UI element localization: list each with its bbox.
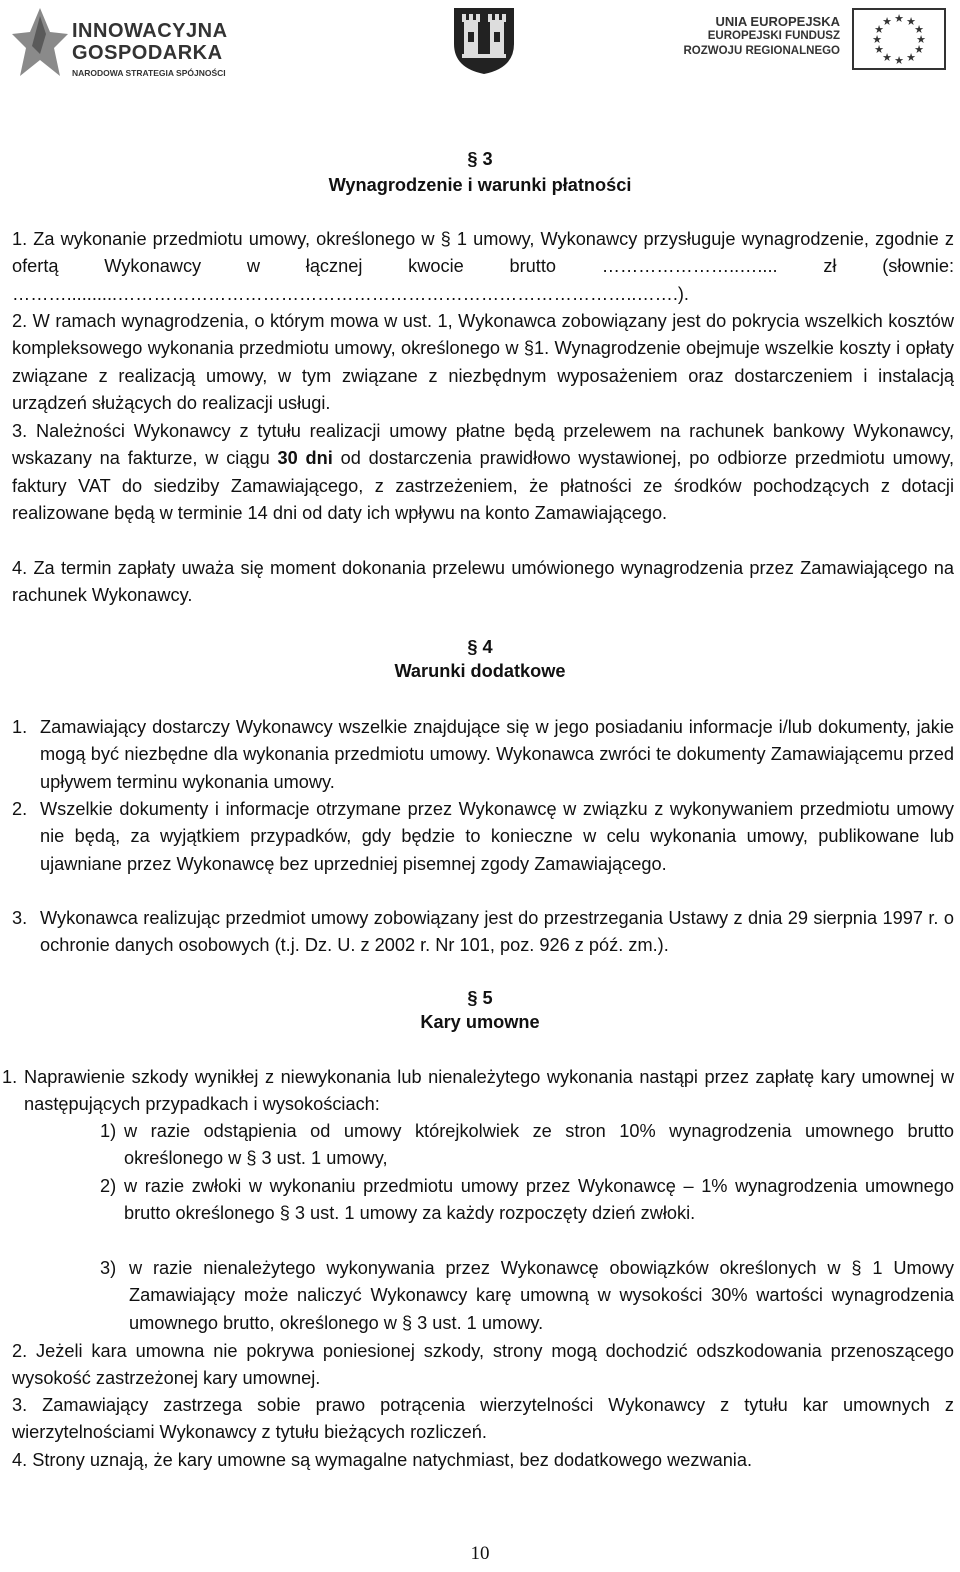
payment-term: 30 dni <box>277 448 333 469</box>
svg-text:★: ★ <box>882 15 892 28</box>
section-3-paragraph-1: 1. Za wykonanie przedmiotu umowy, określonego w § 1 umowy, Wykonawcy przysługuje wynagrodzenie, zgodnie z ofertą Wykonawcy w łącznej kwocie brutto …………………..….... zł (słownie: ………..........…………………………………………………………………………..…….). <box>12 229 954 304</box>
svg-text:★: ★ <box>906 51 916 64</box>
section-5-paragraph-2: 2. Jeżeli kara umowna nie pokrywa poniesionej szkody, strony mogą dochodzić odszkodowania przenoszącego wysokość zastrzeżonej kary umownej. <box>12 1341 954 1389</box>
innowacyjna-gospodarka-logo <box>10 6 250 78</box>
section-5-title: Kary umowne <box>420 1012 540 1032</box>
section-5-sign: § 5 <box>467 988 493 1008</box>
page-number: 10 <box>470 1543 490 1564</box>
section-3-title: Wynagrodzenie i warunki płatności <box>328 175 632 195</box>
section-4-item-2: Wszelkie dokumenty i informacje otrzymane przez Wykonawcę w związku z wykonywaniem przedmiotu umowy nie będą, za wyjątkiem przypadków, gdy będzie to konieczne w celu wykonania umowy, publikowane lub ujawniane przez Wykonawcę bez uprzedniej pisemnej zgody Zamawiającego. <box>40 799 954 874</box>
svg-text:★: ★ <box>894 12 904 25</box>
section-5-paragraph-4: 4. Strony uznają, że kary umowne są wymagalne natychmiast, bez dodatkowego wezwania. <box>12 1450 753 1470</box>
penalty-1-number: 1) <box>100 1121 117 1141</box>
eu-logo-line-2: EUROPEJSKI FUNDUSZ <box>707 30 840 42</box>
section-5-paragraph-1: Naprawienie szkody wynikłej z niewykonania lub nienależytego wykonania nastąpi przez zapłatę kary umownej w następujących przypadkach i wysokościach: <box>24 1067 954 1115</box>
section-4-sign: § 4 <box>467 637 493 657</box>
penalty-2: w razie zwłoki w wykonaniu przedmiotu umowy przez Wykonawcę – 1% wynagrodzenia umownego brutto określonego § 3 ust. 1 umowy za każdy rozpoczęty dzień zwłoki. <box>124 1176 954 1224</box>
svg-text:★: ★ <box>874 23 884 36</box>
penalty-2-number: 2) <box>100 1176 117 1196</box>
section-3-paragraph-3-text-b: od dostarczenia prawidłowo wystawionej, po odbiorze przedmiotu umowy, faktury VAT do siedziby Zamawiającego, z zastrzeżeniem, że płatności ze środków pochodzących z dotacji realizowane będą w terminie 14 dni od daty ich wpływu na konto Zamawiającego. <box>12 448 954 524</box>
section-5-paragraph-3: 3. Zamawiający zastrzega sobie prawo potrącenia wierzytelności Wykonawcy z tytułu kar umownych z wierzytelnościami Wykonawcy z tytułu bieżących rozliczeń. <box>12 1395 954 1443</box>
section-3-paragraph-2: 2. W ramach wynagrodzenia, o którym mowa w ust. 1, Wykonawca zobowiązany jest do pokrycia wszelkich kosztów kompleksowego wykonania przedmiotu umowy, określonego w §1. Wynagrodzenie obejmuje wszelkie koszty i opłaty związane z realizacją umowy, w tym związane z niezbędnym wyposażeniem oraz dostarczeniem i instalacją urządzeń służących do realizacji usługi. <box>12 311 954 414</box>
svg-text:★: ★ <box>914 23 924 36</box>
eu-flag-icon <box>852 8 946 70</box>
section-4-item-2-number: 2. <box>12 799 28 819</box>
svg-text:★: ★ <box>894 54 904 67</box>
section-3-paragraph-4: 4. Za termin zapłaty uważa się moment dokonania przelewu umówionego wynagrodzenia przez Zamawiającego na rachunek Wykonawcy. <box>12 558 954 606</box>
section-4-item-1: Zamawiający dostarczy Wykonawcy wszelkie znajdujące się w jego posiadaniu informacje i/lub dokumenty, jakie mogą być niezbędne dla wykonania przedmiotu umowy. Wykonawca zwróci te dokumenty Zamawiającemu przed upływem terminu wykonania umowy. <box>40 717 954 792</box>
svg-text:★: ★ <box>872 33 882 46</box>
svg-text:★: ★ <box>874 43 884 56</box>
coat-of-arms-icon <box>448 4 520 76</box>
penalty-3: w razie nienależytego wykonywania przez Wykonawcę obowiązków określonych w § 1 Umowy Zamawiający może naliczyć Wykonawcy karę umowną w wysokości 30% wartości wynagrodzenia umownego brutto, określonego w § 3 ust. 1 umowy. <box>129 1258 954 1333</box>
penalty-1: w razie odstąpienia od umowy którejkolwiek ze stron 10% wynagrodzenia umownego brutto określonego w § 3 ust. 1 umowy, <box>124 1121 954 1169</box>
page-header <box>0 0 960 80</box>
logo-line-1: INNOWACYJNA <box>72 20 228 42</box>
svg-text:★: ★ <box>906 15 916 28</box>
svg-text:★: ★ <box>916 33 926 46</box>
eu-fund-logo <box>683 8 950 70</box>
svg-text:★: ★ <box>914 43 924 56</box>
section-5-paragraph-1-number: 1. <box>2 1067 18 1087</box>
logo-line-3: NARODOWA STRATEGIA SPÓJNOŚCI <box>72 68 226 78</box>
section-4-item-3: Wykonawca realizując przedmiot umowy zobowiązany jest do przestrzegania Ustawy z dnia 29 sierpnia 1997 r. o ochronie danych osobowych (t.j. Dz. U. z 2002 r. Nr 101, poz. 926 z póź. zm.). <box>40 908 954 956</box>
eu-logo-line-3: ROZWOJU REGIONALNEGO <box>683 45 840 57</box>
penalty-3-number: 3) <box>100 1258 117 1278</box>
star-logo-icon <box>10 6 70 78</box>
eu-logo-line-1: UNIA EUROPEJSKA <box>715 14 840 29</box>
section-4-item-3-number: 3. <box>12 908 28 928</box>
section-3-paragraph-3 <box>12 418 954 528</box>
section-3-paragraph-3-text-a: 3. Należności Wykonawcy z tytułu realizacji umowy płatne będą przelewem na rachunek bankowy Wykonawcy, wskazany na fakturze, w ciągu <box>12 421 954 469</box>
section-3-sign: § 3 <box>467 149 493 169</box>
section-4-title: Warunki dodatkowe <box>394 661 566 681</box>
section-4-item-1-number: 1. <box>12 717 28 737</box>
svg-text:★: ★ <box>882 51 892 64</box>
logo-line-2: GOSPODARKA <box>72 42 223 64</box>
